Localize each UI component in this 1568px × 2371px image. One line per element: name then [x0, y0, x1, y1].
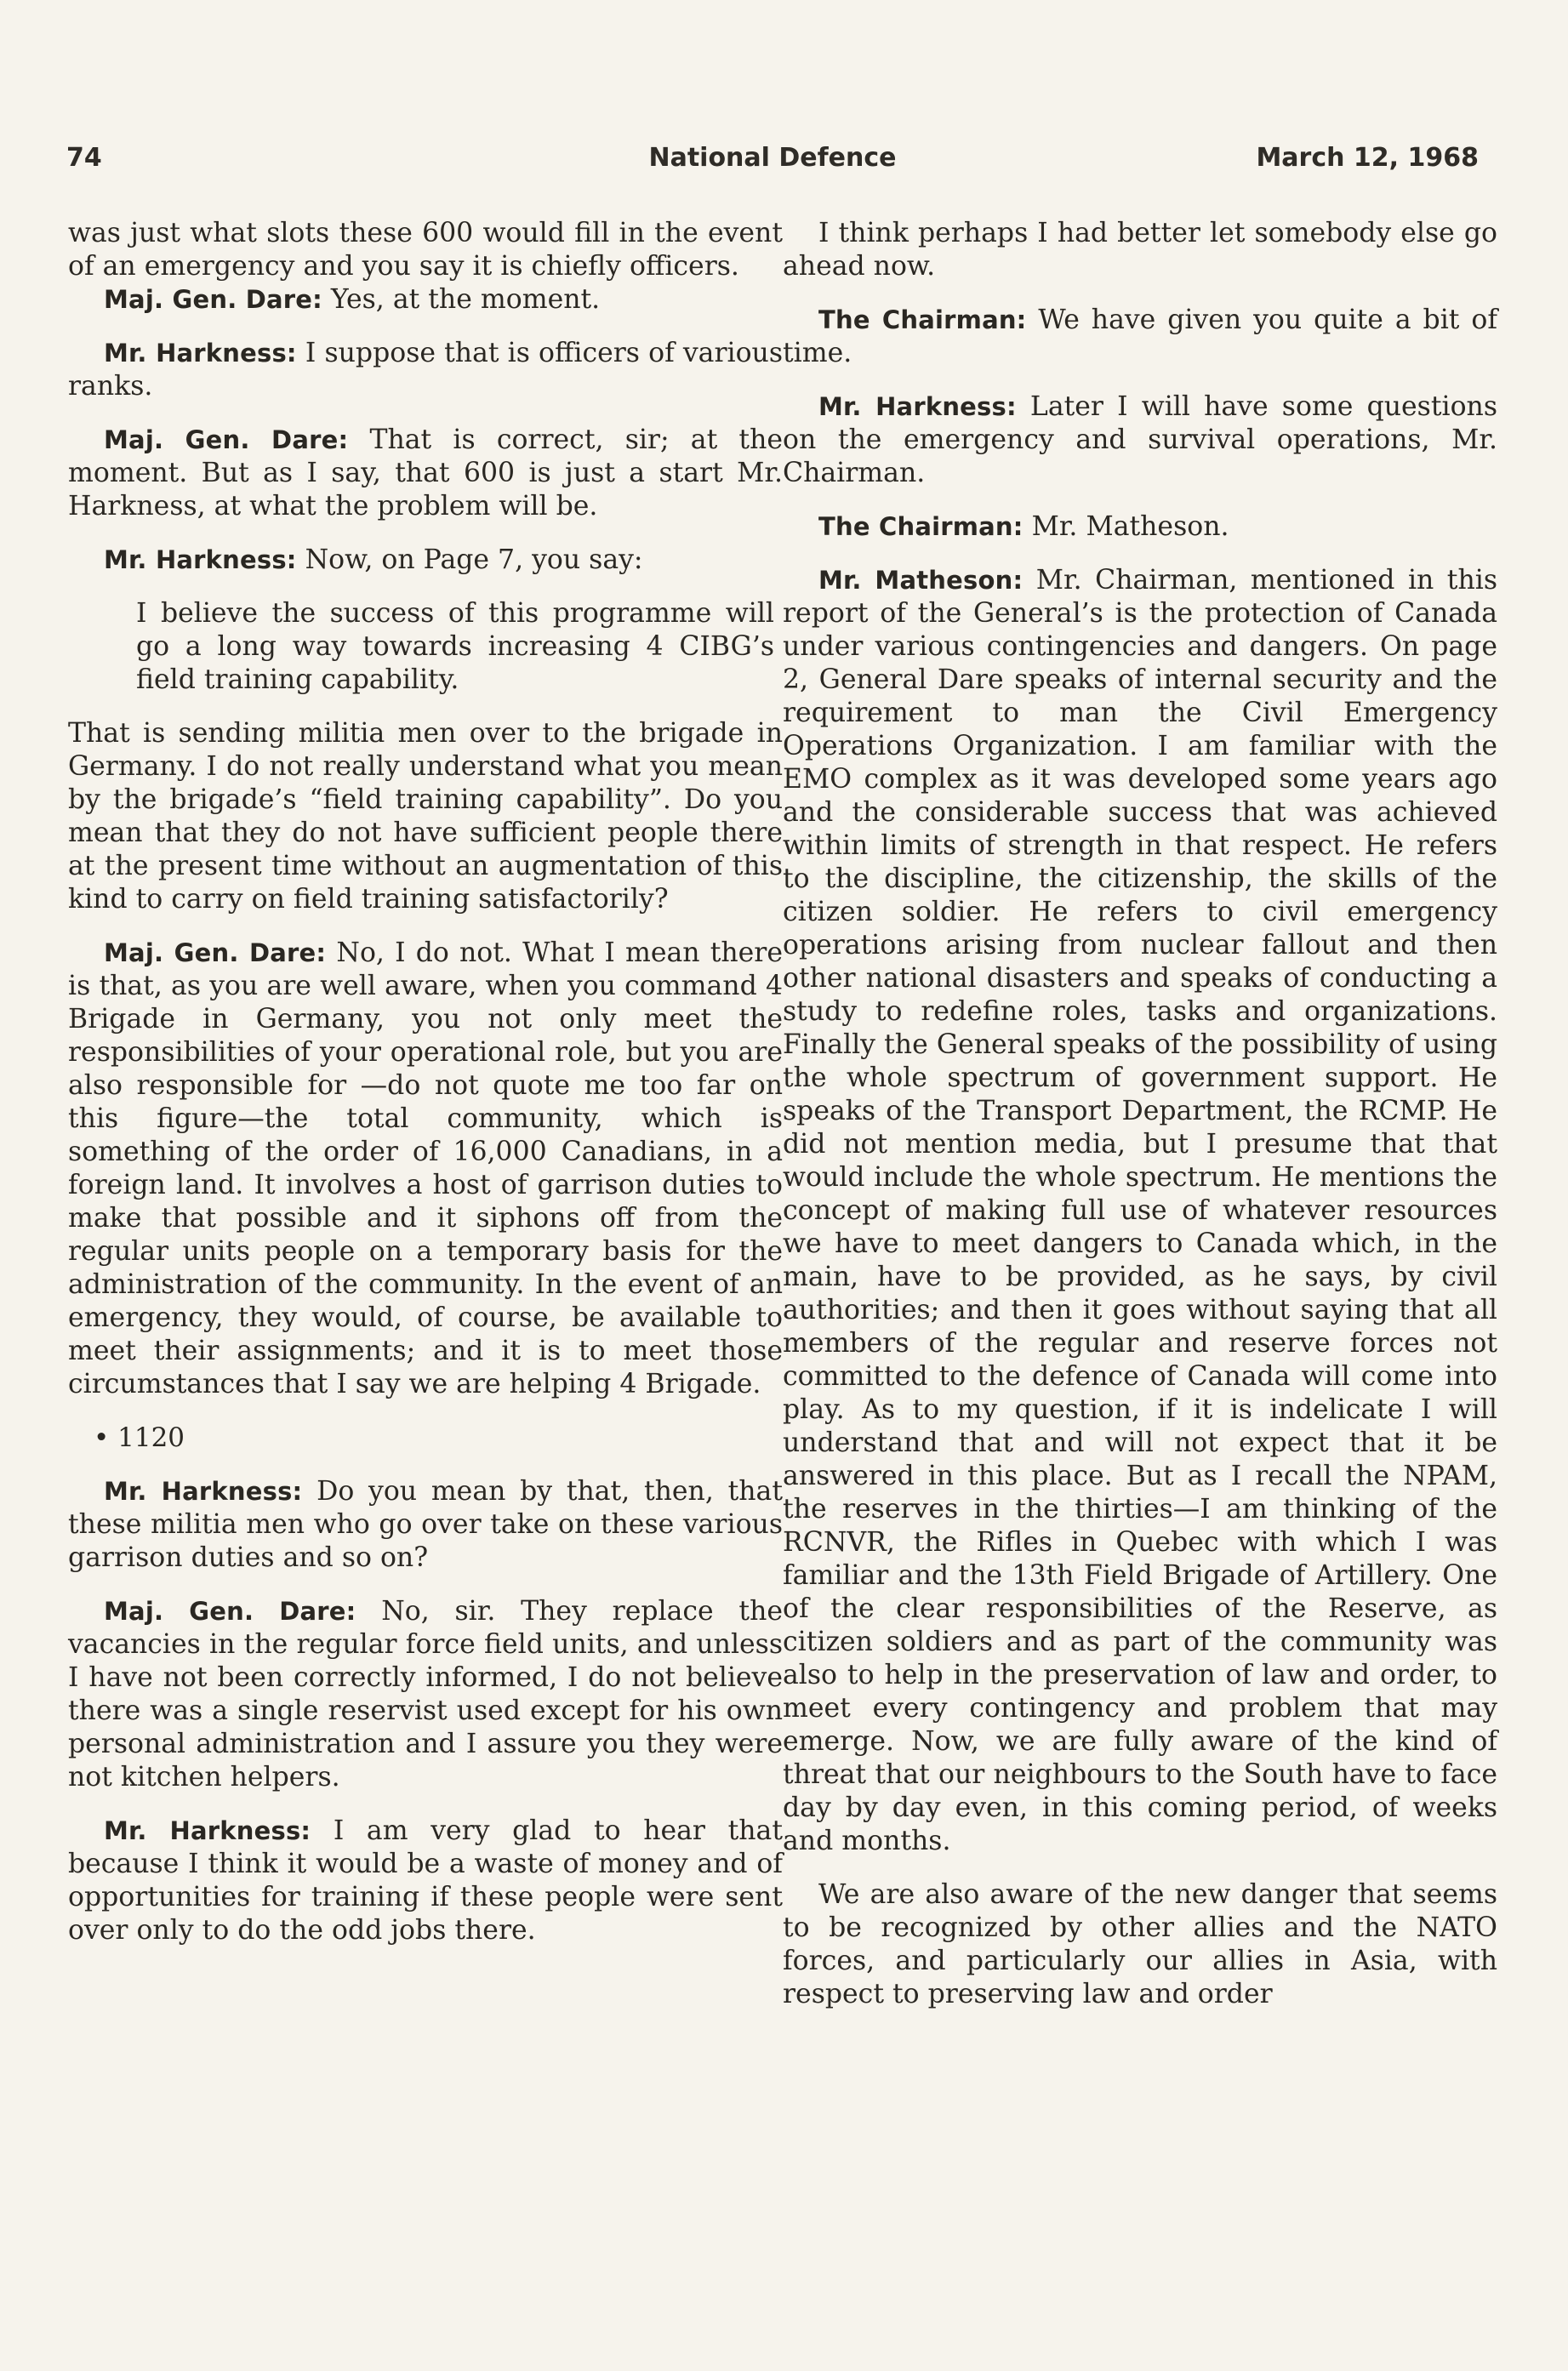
paragraph-text: That is sending militia men over to the brigade in Germany. I do not really understand what you mean by the brigade’s “field training capability”. Do you mean that they do not have sufficient people there at the present time without an augmentation of this kind to carry on field training satisfactorily? [68, 718, 783, 915]
paragraph-text: That is correct, sir; at the moment. But as I say, that 600 is just a start Mr. Harkness, at what the problem will be. [68, 425, 784, 522]
paragraph [783, 390, 1497, 490]
paragraph-text: We are also aware of the new danger that seems to be recognized by other allies and the NATO forces, and particularly our allies in Asia, with respect to preserving law and order [783, 1879, 1497, 2009]
paragraph [68, 1815, 783, 1947]
speaker-name: The Chairman: [818, 512, 1023, 541]
page-number: 74 [66, 143, 102, 173]
paragraph-text: We have given you quite a bit of time. [783, 305, 1497, 368]
paragraph-text: • 1120 [94, 1422, 185, 1453]
paragraph-text: No, I do not. What I mean there is that, as you are well aware, when you command 4 Brigade in Germany, you not only meet the responsibilities of your operational role, but you are also responsible for —do not quote me too far on this figure—the total community, which is something of the order of 16,000 Canadians, in a foreign land. It involves a host of garrison duties to make that possible and it siphons off from the regular units people on a temporary basis for the administration of the community. In the event of an emergency, they would, of course, be available to meet their assignments; and it is to meet those circumstances that I say we are helping 4 Brigade. [68, 938, 783, 1399]
paragraph [68, 283, 783, 316]
paragraph-text: I think perhaps I had better let somebody else go ahead now. [783, 218, 1497, 282]
paragraph [783, 304, 1497, 370]
paragraph [68, 1595, 783, 1794]
paragraph-text: I am very glad to hear that because I think it would be a waste of money and of opportunities for training if these people were sent over only to do the odd jobs there. [68, 1815, 783, 1946]
time-marker [94, 1422, 783, 1455]
paragraph-text: I believe the success of this programme will go a long way towards increasing 4 CIBG’s field training capability. [136, 598, 774, 695]
paragraph-text: Later I will have some questions on the emergency and survival operations, Mr. Chairman. [783, 391, 1497, 488]
paragraph [783, 564, 1497, 1858]
speaker-name: Mr. Matheson: [818, 566, 1023, 595]
paragraph-text: Mr. Matheson. [1023, 511, 1229, 542]
paragraph [68, 717, 783, 916]
right-column [783, 217, 1497, 2032]
block-quote [136, 597, 774, 697]
paragraph-text: was just what slots these 600 would fill in the event of an emergency and you say it is chiefly officers. [68, 218, 783, 282]
paragraph [783, 1878, 1497, 2011]
paragraph [68, 337, 783, 403]
speaker-name: Mr. Harkness: [104, 339, 297, 368]
paragraph-text: Now, on Page 7, you say: [296, 544, 643, 575]
paragraph [783, 510, 1497, 544]
paragraph [783, 217, 1497, 283]
speaker-name: Mr. Harkness: [104, 1477, 303, 1506]
paragraph [68, 217, 783, 283]
speaker-name: Mr. Harkness: [104, 545, 297, 574]
speaker-name: Maj. Gen. Dare: [104, 938, 327, 967]
left-column [68, 217, 783, 1968]
paragraph-text: I suppose that is officers of various ranks. [68, 338, 783, 402]
paragraph [68, 544, 783, 577]
paragraph-text: Mr. Chairman, mentioned in this report of the General’s is the protection of Canada under various contingencies and dangers. On page 2, General Dare speaks of internal security and the requirement to man the Civil Emergency Operations Organization. I am familiar with the EMO complex as it was developed some years ago and the considerable success that was achieved within limits of strength in that respect. He refers to the discipline, the citizenship, the skills of the citizen soldier. He refers to civil emergency operations arising from nuclear fallout and then other national disasters and speaks of conducting a study to redefine roles, tasks and organizations. Finally the General speaks of the possibility of using the whole spectrum of government support. He speaks of the Transport Department, the RCMP. He did not mention media, but I presume that that would include the whole spectrum. He mentions the concept of making full use of whatever resources we have to meet dangers to Canada which, in the main, have to be provided, as he says, by civil authorities; and then it goes without saying that all members of the regular and reserve forces not committed to the defence of Canada will come into play. As to my question, if it is indelicate I will understand that and will not expect that it be answered in this place. But as I recall the NPAM, the reserves in the thirties—I am thinking of the RCNVR, the Rifles in Quebec with which I was familiar and the 13th Field Brigade of Artillery. One of the clear responsibilities of the Reserve, as citizen soldiers and as part of the community was also to help in the preservation of law and order, to meet every contingency and problem that may emerge. Now, we are fully aware of the kind of threat that our neighbours to the South have to face day by day even, in this coming period, of weeks and months. [783, 565, 1497, 1856]
speaker-name: Maj. Gen. Dare: [104, 1597, 356, 1626]
paragraph [68, 937, 783, 1401]
speaker-name: The Chairman: [818, 305, 1027, 334]
running-title: National Defence [648, 143, 897, 173]
paragraph-text: No, sir. They replace the vacancies in the regular force field units, and unless I have not been correctly informed, I do not believe there was a single reservist used except for his own personal administration and I assure you they were not kitchen helpers. [68, 1596, 783, 1792]
header-date: March 12, 1968 [1256, 143, 1479, 173]
speaker-name: Mr. Harkness: [818, 392, 1017, 421]
speaker-name: Mr. Harkness: [104, 1816, 311, 1845]
speaker-name: Maj. Gen. Dare: [104, 425, 349, 454]
page-header [66, 143, 1479, 180]
paragraph [68, 1475, 783, 1575]
paragraph [68, 424, 783, 523]
speaker-name: Maj. Gen. Dare: [104, 285, 322, 314]
paragraph-text: Do you mean by that, then, that these militia men who go over take on these various garrison duties and so on? [68, 1476, 783, 1573]
paragraph-text: Yes, at the moment. [322, 284, 601, 315]
